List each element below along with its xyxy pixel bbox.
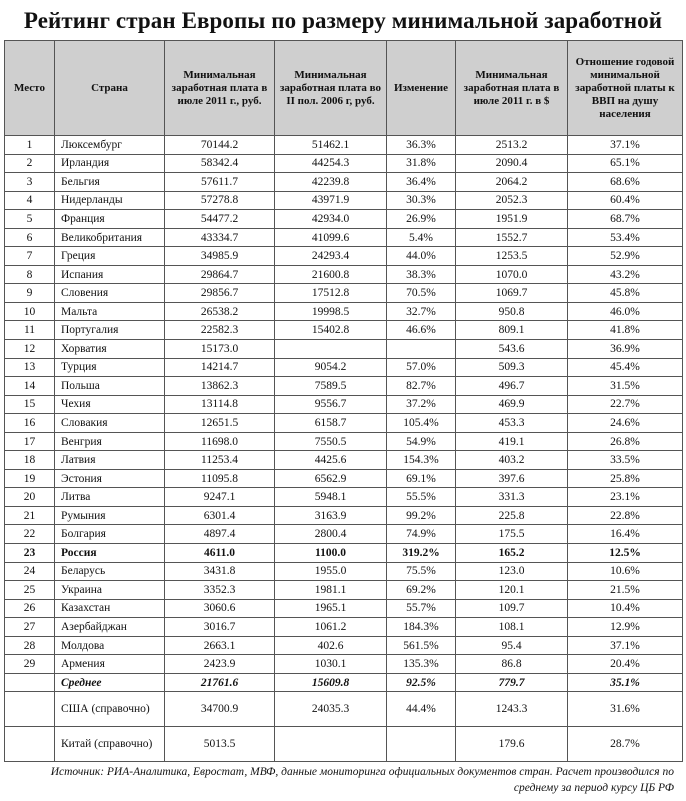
cell-wage-usd: 2090.4 [456, 154, 568, 173]
cell-gdp-ratio: 65.1% [568, 154, 683, 173]
table-header-row [5, 41, 683, 136]
cell-change: 32.7% [387, 302, 456, 321]
cell-country: Украина [55, 581, 165, 600]
table-row [5, 599, 683, 618]
cell-change: 70.5% [387, 284, 456, 303]
cell-wage-2011: 34700.9 [165, 692, 275, 727]
cell-change: 44.4% [387, 692, 456, 727]
table-row [5, 265, 683, 284]
cell-wage-usd: 779.7 [456, 673, 568, 692]
cell-gdp-ratio: 45.8% [568, 284, 683, 303]
cell-wage-usd: 543.6 [456, 340, 568, 359]
table-row [5, 618, 683, 637]
table-row [5, 488, 683, 507]
cell-wage-2006: 402.6 [275, 636, 387, 655]
cell-wage-usd: 419.1 [456, 432, 568, 451]
wage-table [4, 40, 683, 762]
cell-wage-usd: 1070.0 [456, 265, 568, 284]
cell-rank: 18 [5, 451, 55, 470]
cell-change: 55.7% [387, 599, 456, 618]
cell-gdp-ratio: 52.9% [568, 247, 683, 266]
cell-wage-2011: 12651.5 [165, 414, 275, 433]
cell-gdp-ratio: 45.4% [568, 358, 683, 377]
cell-wage-usd: 469.9 [456, 395, 568, 414]
cell-country: Турция [55, 358, 165, 377]
cell-wage-2006: 7550.5 [275, 432, 387, 451]
cell-wage-2006: 5948.1 [275, 488, 387, 507]
cell-change: 74.9% [387, 525, 456, 544]
cell-gdp-ratio: 22.7% [568, 395, 683, 414]
cell-wage-2006: 4425.6 [275, 451, 387, 470]
cell-wage-2006: 43971.9 [275, 191, 387, 210]
cell-wage-2011: 3431.8 [165, 562, 275, 581]
cell-wage-2006: 15402.8 [275, 321, 387, 340]
cell-wage-2011: 11095.8 [165, 469, 275, 488]
cell-wage-2006: 6158.7 [275, 414, 387, 433]
cell-country: Чехия [55, 395, 165, 414]
cell-wage-2006: 9556.7 [275, 395, 387, 414]
cell-rank [5, 692, 55, 727]
cell-rank: 28 [5, 636, 55, 655]
col-header-wage-2006: Минимальная заработная плата во II пол. 2006 г, руб. [275, 41, 387, 136]
cell-country: Нидерланды [55, 191, 165, 210]
cell-wage-usd: 165.2 [456, 544, 568, 563]
cell-rank: 25 [5, 581, 55, 600]
cell-wage-usd: 1069.7 [456, 284, 568, 303]
cell-gdp-ratio: 10.6% [568, 562, 683, 581]
cell-wage-usd: 950.8 [456, 302, 568, 321]
cell-gdp-ratio: 23.1% [568, 488, 683, 507]
cell-country: Люксембург [55, 136, 165, 155]
cell-wage-usd: 809.1 [456, 321, 568, 340]
cell-wage-usd: 1552.7 [456, 228, 568, 247]
cell-wage-2006: 2800.4 [275, 525, 387, 544]
cell-rank [5, 673, 55, 692]
cell-rank: 24 [5, 562, 55, 581]
cell-wage-2011: 4897.4 [165, 525, 275, 544]
cell-wage-2011: 5013.5 [165, 727, 275, 762]
cell-wage-2011: 4611.0 [165, 544, 275, 563]
cell-gdp-ratio: 53.4% [568, 228, 683, 247]
cell-wage-usd: 496.7 [456, 377, 568, 396]
cell-wage-2006: 15609.8 [275, 673, 387, 692]
cell-rank: 16 [5, 414, 55, 433]
cell-wage-usd: 108.1 [456, 618, 568, 637]
cell-rank: 9 [5, 284, 55, 303]
cell-wage-usd: 179.6 [456, 727, 568, 762]
table-row [5, 469, 683, 488]
cell-change: 36.3% [387, 136, 456, 155]
cell-rank: 8 [5, 265, 55, 284]
col-header-wage-usd: Минимальная заработная плата в июле 2011 г. в $ [456, 41, 568, 136]
cell-gdp-ratio: 22.8% [568, 506, 683, 525]
cell-country: Среднее [55, 673, 165, 692]
reference-row [5, 692, 683, 727]
cell-wage-usd: 120.1 [456, 581, 568, 600]
cell-wage-2011: 13862.3 [165, 377, 275, 396]
cell-rank: 15 [5, 395, 55, 414]
cell-rank: 3 [5, 173, 55, 192]
cell-wage-2006: 24293.4 [275, 247, 387, 266]
table-row [5, 451, 683, 470]
table-row [5, 154, 683, 173]
table-row [5, 191, 683, 210]
table-row [5, 655, 683, 674]
table-row [5, 636, 683, 655]
table-row [5, 340, 683, 359]
cell-gdp-ratio: 36.9% [568, 340, 683, 359]
cell-change: 36.4% [387, 173, 456, 192]
col-header-rank: Место [5, 41, 55, 136]
cell-wage-usd: 86.8 [456, 655, 568, 674]
cell-rank: 19 [5, 469, 55, 488]
cell-gdp-ratio: 20.4% [568, 655, 683, 674]
table-row [5, 395, 683, 414]
cell-wage-2011: 2423.9 [165, 655, 275, 674]
cell-country: Казахстан [55, 599, 165, 618]
cell-country: Болгария [55, 525, 165, 544]
cell-country: Бельгия [55, 173, 165, 192]
cell-gdp-ratio: 21.5% [568, 581, 683, 600]
cell-wage-2011: 3060.6 [165, 599, 275, 618]
cell-gdp-ratio: 41.8% [568, 321, 683, 340]
cell-wage-2011: 54477.2 [165, 210, 275, 229]
reference-row [5, 727, 683, 762]
cell-wage-2011: 13114.8 [165, 395, 275, 414]
cell-gdp-ratio: 68.7% [568, 210, 683, 229]
cell-wage-2011: 3352.3 [165, 581, 275, 600]
cell-country: Армения [55, 655, 165, 674]
cell-gdp-ratio: 12.5% [568, 544, 683, 563]
cell-country: Молдова [55, 636, 165, 655]
cell-wage-2011: 34985.9 [165, 247, 275, 266]
cell-change: 30.3% [387, 191, 456, 210]
cell-wage-2006: 1030.1 [275, 655, 387, 674]
cell-country: Румыния [55, 506, 165, 525]
cell-gdp-ratio: 37.1% [568, 136, 683, 155]
cell-rank: 17 [5, 432, 55, 451]
cell-wage-2006: 21600.8 [275, 265, 387, 284]
table-row [5, 247, 683, 266]
table-row [5, 562, 683, 581]
table-row [5, 173, 683, 192]
cell-wage-2006: 1061.2 [275, 618, 387, 637]
cell-wage-2006: 1100.0 [275, 544, 387, 563]
cell-rank: 5 [5, 210, 55, 229]
col-header-wage-2011: Минимальная заработная плата в июле 2011 г., руб. [165, 41, 275, 136]
cell-wage-usd: 123.0 [456, 562, 568, 581]
cell-wage-2011: 70144.2 [165, 136, 275, 155]
cell-wage-usd: 175.5 [456, 525, 568, 544]
cell-country: Греция [55, 247, 165, 266]
cell-rank: 22 [5, 525, 55, 544]
table-row [5, 358, 683, 377]
table-row [5, 581, 683, 600]
cell-rank: 12 [5, 340, 55, 359]
cell-country: Польша [55, 377, 165, 396]
cell-rank: 21 [5, 506, 55, 525]
cell-rank: 13 [5, 358, 55, 377]
cell-gdp-ratio: 60.4% [568, 191, 683, 210]
cell-change: 561.5% [387, 636, 456, 655]
cell-rank: 4 [5, 191, 55, 210]
cell-gdp-ratio: 26.8% [568, 432, 683, 451]
cell-rank [5, 727, 55, 762]
cell-change: 319.2% [387, 544, 456, 563]
cell-rank: 26 [5, 599, 55, 618]
cell-wage-2006: 41099.6 [275, 228, 387, 247]
cell-wage-2011: 29864.7 [165, 265, 275, 284]
table-row [5, 525, 683, 544]
table-body [5, 136, 683, 762]
cell-wage-2006: 1981.1 [275, 581, 387, 600]
cell-wage-2006: 24035.3 [275, 692, 387, 727]
cell-wage-2011: 11698.0 [165, 432, 275, 451]
cell-country: Эстония [55, 469, 165, 488]
cell-change: 31.8% [387, 154, 456, 173]
cell-rank: 1 [5, 136, 55, 155]
cell-country: Словакия [55, 414, 165, 433]
cell-wage-2006: 6562.9 [275, 469, 387, 488]
cell-country: Азербайджан [55, 618, 165, 637]
average-row [5, 673, 683, 692]
cell-wage-usd: 397.6 [456, 469, 568, 488]
cell-wage-2011: 43334.7 [165, 228, 275, 247]
cell-rank: 6 [5, 228, 55, 247]
cell-wage-2011: 2663.1 [165, 636, 275, 655]
col-header-gdp-ratio: Отношение годовой минимальной заработной платы к ВВП на душу населения [568, 41, 683, 136]
cell-gdp-ratio: 28.7% [568, 727, 683, 762]
cell-wage-2006: 17512.8 [275, 284, 387, 303]
cell-wage-usd: 95.4 [456, 636, 568, 655]
cell-wage-usd: 2052.3 [456, 191, 568, 210]
cell-wage-2011: 26538.2 [165, 302, 275, 321]
cell-change: 154.3% [387, 451, 456, 470]
cell-change: 135.3% [387, 655, 456, 674]
cell-change [387, 727, 456, 762]
col-header-change: Изменение [387, 41, 456, 136]
table-row [5, 284, 683, 303]
cell-change: 69.1% [387, 469, 456, 488]
table-row [5, 136, 683, 155]
table-row [5, 302, 683, 321]
cell-wage-usd: 1951.9 [456, 210, 568, 229]
cell-rank: 27 [5, 618, 55, 637]
table-row [5, 321, 683, 340]
cell-country: Китай (справочно) [55, 727, 165, 762]
cell-rank: 23 [5, 544, 55, 563]
cell-change: 44.0% [387, 247, 456, 266]
cell-wage-2011: 15173.0 [165, 340, 275, 359]
cell-wage-2006 [275, 340, 387, 359]
cell-change: 55.5% [387, 488, 456, 507]
cell-gdp-ratio: 33.5% [568, 451, 683, 470]
cell-country: Венгрия [55, 432, 165, 451]
cell-change: 46.6% [387, 321, 456, 340]
cell-gdp-ratio: 31.6% [568, 692, 683, 727]
cell-change: 54.9% [387, 432, 456, 451]
cell-rank: 20 [5, 488, 55, 507]
cell-change: 75.5% [387, 562, 456, 581]
source-note: Источник: РИА-Аналитика, Евростат, МВФ, данные мониторинга официальных документов стран. Расчет производился по среднему за период курсу ЦБ РФ [50, 766, 674, 794]
cell-wage-2006: 42934.0 [275, 210, 387, 229]
cell-wage-usd: 403.2 [456, 451, 568, 470]
cell-wage-2011: 14214.7 [165, 358, 275, 377]
cell-wage-2006: 44254.3 [275, 154, 387, 173]
cell-change: 82.7% [387, 377, 456, 396]
table-row [5, 228, 683, 247]
cell-gdp-ratio: 68.6% [568, 173, 683, 192]
cell-gdp-ratio: 31.5% [568, 377, 683, 396]
cell-country: Латвия [55, 451, 165, 470]
cell-wage-2006: 51462.1 [275, 136, 387, 155]
cell-change: 38.3% [387, 265, 456, 284]
cell-change: 99.2% [387, 506, 456, 525]
cell-change: 5.4% [387, 228, 456, 247]
cell-gdp-ratio: 10.4% [568, 599, 683, 618]
cell-wage-2006: 7589.5 [275, 377, 387, 396]
cell-wage-2006: 3163.9 [275, 506, 387, 525]
cell-country: Россия [55, 544, 165, 563]
cell-wage-usd: 225.8 [456, 506, 568, 525]
cell-change: 37.2% [387, 395, 456, 414]
cell-wage-2006: 42239.8 [275, 173, 387, 192]
cell-country: Мальта [55, 302, 165, 321]
table-row [5, 210, 683, 229]
cell-wage-usd: 2513.2 [456, 136, 568, 155]
cell-change [387, 340, 456, 359]
cell-country: Беларусь [55, 562, 165, 581]
cell-rank: 2 [5, 154, 55, 173]
table-row [5, 544, 683, 563]
cell-country: Словения [55, 284, 165, 303]
cell-change: 69.2% [387, 581, 456, 600]
cell-rank: 14 [5, 377, 55, 396]
table-row [5, 377, 683, 396]
cell-wage-usd: 509.3 [456, 358, 568, 377]
cell-wage-2011: 21761.6 [165, 673, 275, 692]
cell-gdp-ratio: 16.4% [568, 525, 683, 544]
cell-wage-usd: 331.3 [456, 488, 568, 507]
cell-wage-2006: 1965.1 [275, 599, 387, 618]
cell-gdp-ratio: 24.6% [568, 414, 683, 433]
cell-rank: 7 [5, 247, 55, 266]
cell-wage-2006: 1955.0 [275, 562, 387, 581]
cell-gdp-ratio: 12.9% [568, 618, 683, 637]
cell-gdp-ratio: 25.8% [568, 469, 683, 488]
page-title: Рейтинг стран Европы по размеру минимальной заработной [23, 8, 663, 33]
cell-wage-2011: 11253.4 [165, 451, 275, 470]
table-row [5, 414, 683, 433]
cell-change: 57.0% [387, 358, 456, 377]
cell-gdp-ratio: 46.0% [568, 302, 683, 321]
table-row [5, 506, 683, 525]
cell-wage-usd: 109.7 [456, 599, 568, 618]
cell-country: Испания [55, 265, 165, 284]
cell-change: 92.5% [387, 673, 456, 692]
cell-rank: 29 [5, 655, 55, 674]
cell-country: Португалия [55, 321, 165, 340]
cell-wage-usd: 453.3 [456, 414, 568, 433]
cell-wage-2011: 6301.4 [165, 506, 275, 525]
cell-wage-2011: 57278.8 [165, 191, 275, 210]
cell-gdp-ratio: 37.1% [568, 636, 683, 655]
cell-wage-2011: 3016.7 [165, 618, 275, 637]
cell-country: США (справочно) [55, 692, 165, 727]
cell-wage-2006 [275, 727, 387, 762]
cell-change: 105.4% [387, 414, 456, 433]
cell-rank: 10 [5, 302, 55, 321]
cell-country: Ирландия [55, 154, 165, 173]
cell-wage-usd: 1243.3 [456, 692, 568, 727]
cell-gdp-ratio: 43.2% [568, 265, 683, 284]
cell-country: Хорватия [55, 340, 165, 359]
cell-country: Великобритания [55, 228, 165, 247]
cell-rank: 11 [5, 321, 55, 340]
cell-wage-usd: 1253.5 [456, 247, 568, 266]
cell-country: Литва [55, 488, 165, 507]
cell-wage-2011: 29856.7 [165, 284, 275, 303]
cell-wage-2011: 57611.7 [165, 173, 275, 192]
cell-wage-2006: 9054.2 [275, 358, 387, 377]
cell-wage-2006: 19998.5 [275, 302, 387, 321]
cell-wage-2011: 9247.1 [165, 488, 275, 507]
cell-wage-2011: 22582.3 [165, 321, 275, 340]
cell-gdp-ratio: 35.1% [568, 673, 683, 692]
cell-country: Франция [55, 210, 165, 229]
cell-change: 26.9% [387, 210, 456, 229]
col-header-country: Страна [55, 41, 165, 136]
cell-wage-usd: 2064.2 [456, 173, 568, 192]
table-row [5, 432, 683, 451]
cell-change: 184.3% [387, 618, 456, 637]
cell-wage-2011: 58342.4 [165, 154, 275, 173]
